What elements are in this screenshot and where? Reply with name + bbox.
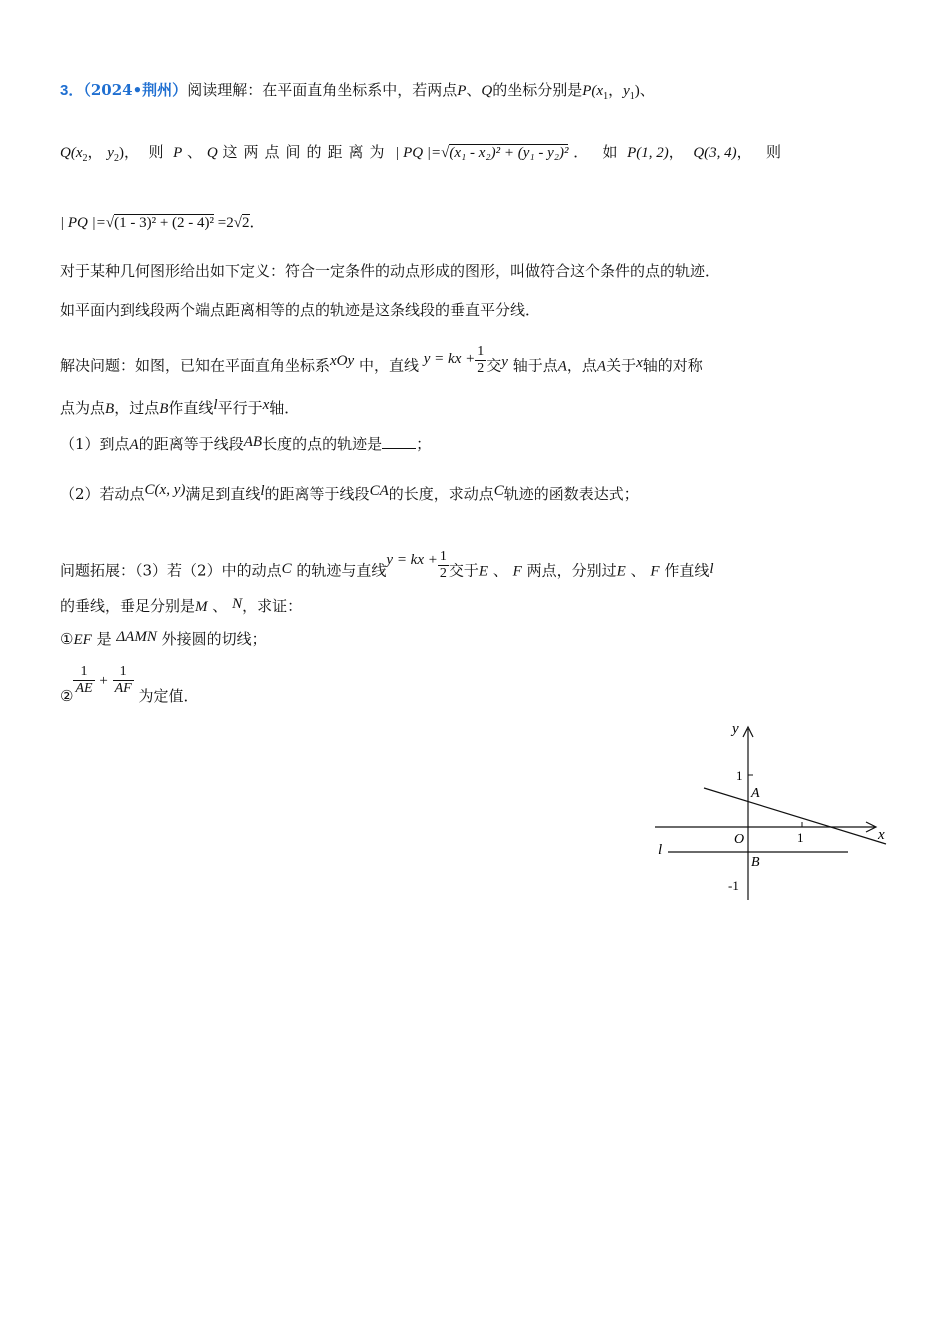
tick-ym1-label: -1 [728, 878, 739, 893]
problem-line-3: | PQ |=√(1 - 3)² + (2 - 4)² =2√2． [60, 213, 265, 231]
point-a-label: A [751, 786, 760, 801]
question-2: （2）若动点C(x, y)满足到直线l的距离等于线段CA的长度，求动点C轨迹的函数表达式； [60, 482, 639, 503]
example-formula: | PQ |= [60, 215, 106, 231]
proof-item-1: ①EF 是 ΔAMN 外接圆的切线； [60, 629, 267, 648]
point-b-label: B [751, 855, 760, 870]
coordinate-figure [640, 715, 900, 905]
proof-item-2: ② $\frac{1}{AE}$ + $\frac{1}{AF}$ 为定值． [60, 664, 199, 705]
solve-line-1: 解决问题：如图，已知在平面直角坐标系xOy 中，直线 y = kx + $\frac{1}{2}$ 交y 轴于点A，点A关于x轴的对称 [60, 344, 703, 376]
question-3: 问题拓展：（3）若（2）中的动点C 的轨迹与直线y = kx + $\frac{1}{2}$ 交于E 、 F 两点，分别过E 、 F 作直线l [60, 549, 714, 581]
problem-number: 3． [60, 82, 84, 99]
definition-line-2: 如平面内到线段两个端点距离相等的点的轨迹是这条线段的垂直平分线． [60, 301, 541, 319]
problem-line-2: $Q(x_2$， $y_2$)， 则 P 、 Q 这两点间的距离为 | PQ |=√(x₁ - x₂)² + (y₁ - y₂)² ． 如 P(1, 2)， Q(3, 4)， 则 [60, 143, 781, 164]
solve-line-2: 点为点B，过点B作直线l平行于x轴． [60, 397, 300, 417]
answer-blank [382, 434, 416, 449]
distance-formula: | PQ |= [395, 145, 442, 161]
x-axis-label: x [878, 827, 885, 843]
tick-x1-label: 1 [797, 830, 804, 845]
problem-line-1: 3．（2024•荆州）阅读理解：在平面直角坐标系中，若两点P、Q的坐标分别是$P(x_1$，$y_1$)、 [60, 81, 655, 102]
tick-y1-label: 1 [736, 768, 743, 783]
definition-line-1: 对于某种几何图形给出如下定义：符合一定条件的动点形成的图形，叫做符合这个条件的点的轨迹． [60, 262, 721, 280]
y-axis-label: y [732, 721, 739, 737]
problem-source: （2024•荆州） [83, 81, 188, 99]
line-ykx [704, 788, 886, 844]
origin-label: O [734, 832, 745, 847]
question-3-line-2: 的垂线，垂足分别是M 、 N，求证： [60, 596, 303, 615]
line-l-label: l [658, 842, 663, 858]
question-1: （1）到点A的距离等于线段AB长度的点的轨迹是 ； [60, 434, 432, 453]
